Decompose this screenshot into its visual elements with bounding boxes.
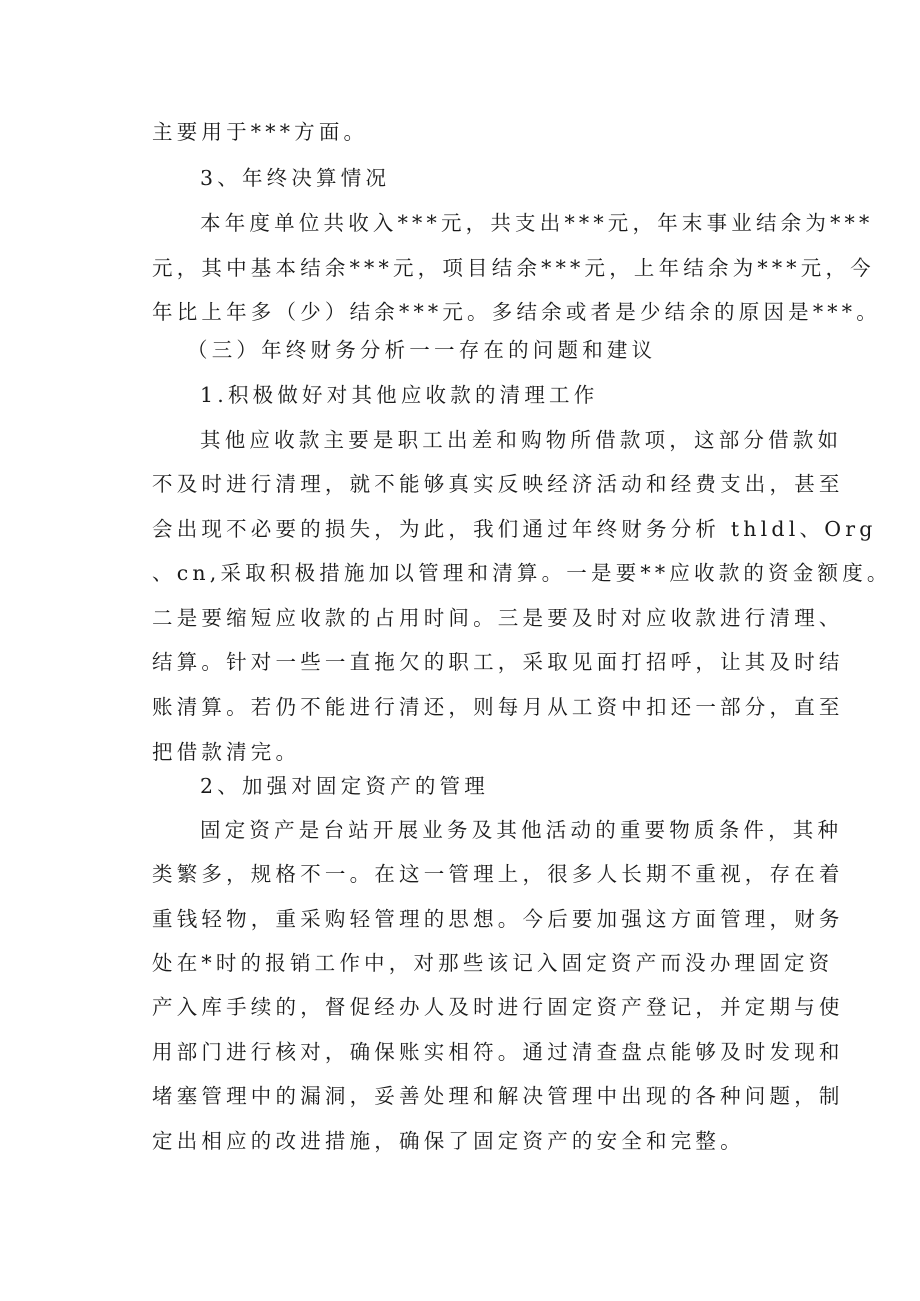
section-heading: （三）年终财务分析一一存在的问题和建议 [187,338,657,362]
paragraph-line: 堵塞管理中的漏洞，妥善处理和解决管理中出现的各种问题，制 [152,1084,844,1108]
section-heading: 3、年终决算情况 [200,166,391,190]
paragraph-line: 类繁多，规格不一。在这一管理上，很多人长期不重视，存在着 [152,862,844,886]
paragraph-line: 把借款清完。 [152,740,301,764]
paragraph-line: 元，其中基本结余***元，项目结余***元，上年结余为***元，今 [152,256,875,280]
paragraph-line: 会出现不必要的损失，为此，我们通过年终财务分析 thldl、Org [152,517,877,541]
paragraph-line: 用部门进行核对，确保账实相符。通过清查盘点能够及时发现和 [152,1040,844,1064]
section-heading: 2、加强对固定资产的管理 [200,774,489,798]
section-heading: 1.积极做好对其他应收款的清理工作 [200,383,599,407]
paragraph-line: 固定资产是台站开展业务及其他活动的重要物质条件，其种 [200,818,843,842]
paragraph-line: 、cn,采取积极措施加以管理和清算。一是要**应收款的资金额度。 [152,561,892,585]
paragraph-line: 不及时进行清理，就不能够真实反映经济活动和经费支出，甚至 [152,472,844,496]
paragraph-line: 重钱轻物，重采购轻管理的思想。今后要加强这方面管理，财务 [152,907,844,931]
paragraph-line: 年比上年多（少）结余***元。多结余或者是少结余的原因是***。 [152,300,881,324]
paragraph-line: 二是要缩短应收款的占用时间。三是要及时对应收款进行清理、 [152,606,844,630]
paragraph-line: 结算。针对一些一直拖欠的职工，采取见面打招呼，让其及时结 [152,650,844,674]
paragraph-line: 账清算。若仍不能进行清还，则每月从工资中扣还一部分，直至 [152,695,844,719]
paragraph-line: 产入库手续的，督促经办人及时进行固定资产登记，并定期与使 [152,995,844,1019]
paragraph-line: 处在*时的报销工作中，对那些该记入固定资产而没办理固定资 [152,951,834,975]
paragraph-line: 其他应收款主要是职工出差和购物所借款项，这部分借款如 [200,428,843,452]
paragraph-line: 主要用于***方面。 [152,120,369,144]
paragraph-line: 本年度单位共收入***元，共支出***元，年末事业结余为*** [200,211,874,235]
paragraph-line: 定出相应的改进措施，确保了固定资产的安全和完整。 [152,1129,745,1153]
